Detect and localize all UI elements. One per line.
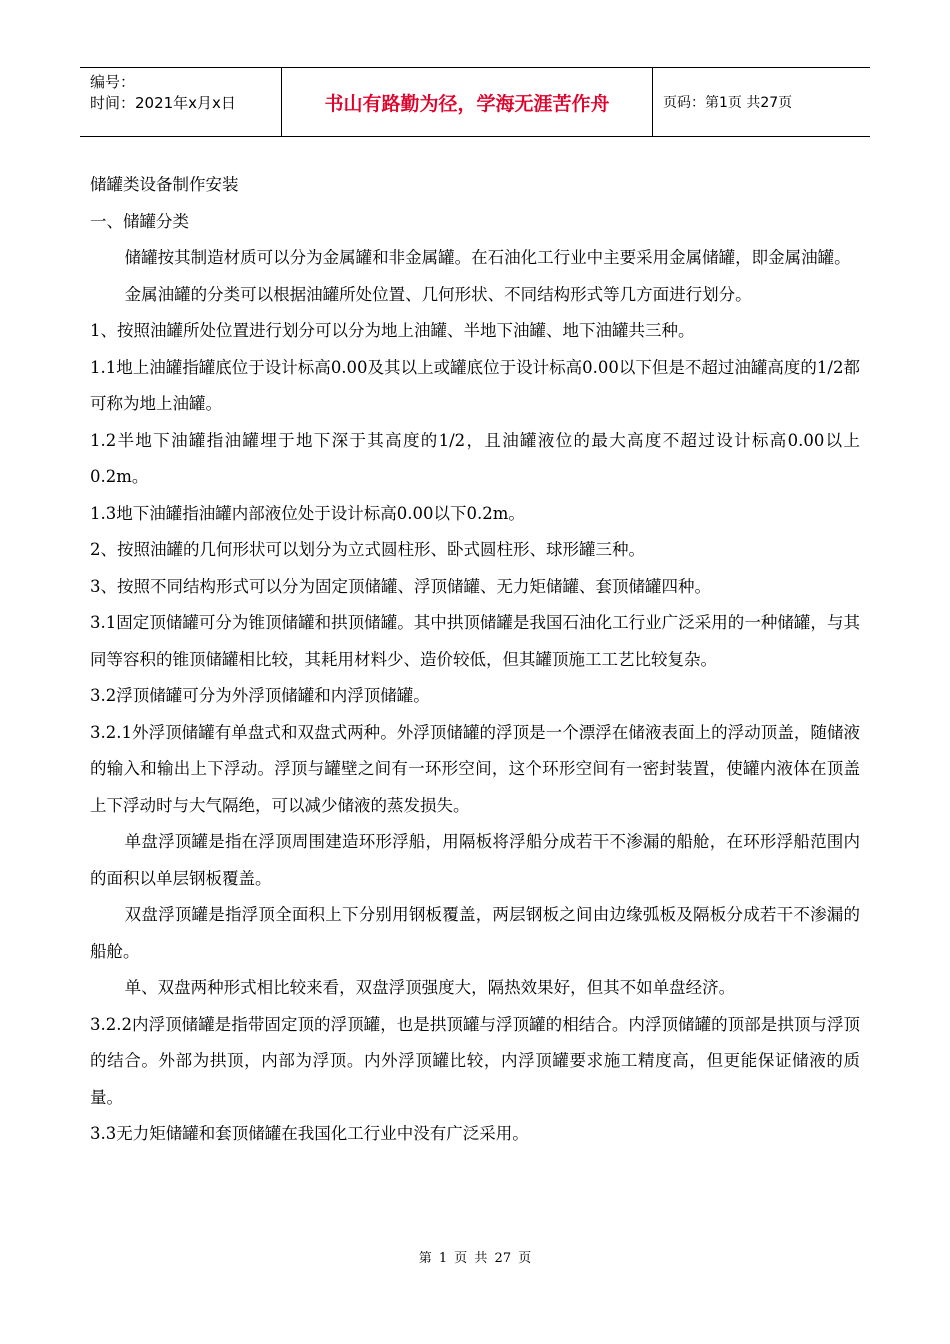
header-meta bbox=[80, 68, 281, 136]
body-paragraph: 储罐按其制造材质可以分为金属罐和非金属罐。在石油化工行业中主要采用金属储罐，即金属油罐。 bbox=[124, 248, 851, 267]
body-paragraph: 1.1地上油罐指罐底位于设计标高0.00及其以上或罐底位于设计标高0.00以下但是不超过油罐高度的1/2都可称为地上油罐。 bbox=[90, 357, 860, 413]
body-paragraph: 双盘浮顶罐是指浮顶全面积上下分别用钢板覆盖，两层钢板之间由边缘弧板及隔板分成若干不渗漏的船舱。 bbox=[90, 905, 860, 961]
page-header bbox=[80, 67, 870, 137]
page-footer: 第 1 页 共 27 页 bbox=[418, 1251, 532, 1266]
body-paragraph: 3.3无力矩储罐和套顶储罐在我国化工行业中没有广泛采用。 bbox=[90, 1124, 529, 1143]
body-paragraph: 1、按照油罐所处位置进行划分可以分为地上油罐、半地下油罐、地下油罐共三种。 bbox=[90, 321, 695, 340]
header-motto: 书山有路勤为径，学海无涯苦作舟 bbox=[281, 68, 653, 136]
body-paragraph: 3.2.1外浮顶储罐有单盘式和双盘式两种。外浮顶储罐的浮顶是一个漂浮在储液表面上的浮动顶盖，随储液的输入和输出上下浮动。浮顶与罐壁之间有一环形空间，这个环形空间有一密封装置，使罐内液体在顶盖上下浮动时与大气隔绝，可以减少储液的蒸发损失。 bbox=[90, 722, 860, 815]
body-paragraph: 3.1固定顶储罐可分为锥顶储罐和拱顶储罐。其中拱顶储罐是我国石油化工行业广泛采用的一种储罐，与其同等容积的锥顶储罐相比较，其耗用材料少、造价较低，但其罐顶施工工艺比较复杂。 bbox=[90, 613, 860, 669]
document-date-label: 时间：2021年x月x日 bbox=[90, 94, 236, 112]
body-paragraph: 3.2.2内浮顶储罐是指带固定顶的浮顶罐，也是拱顶罐与浮顶罐的相结合。内浮顶储罐的顶部是拱顶与浮顶的结合。外部为拱顶，内部为浮顶。内外浮顶罐比较，内浮顶罐要求施工精度高，但更能保证储液的质量。 bbox=[90, 1014, 860, 1107]
body-paragraph: 3.2浮顶储罐可分为外浮顶储罐和内浮顶储罐。 bbox=[90, 686, 430, 705]
body-paragraph: 单盘浮顶罐是指在浮顶周围建造环形浮船，用隔板将浮船分成若干不渗漏的船舱，在环形浮船范围内的面积以单层钢板覆盖。 bbox=[90, 832, 860, 888]
body-paragraph: 3、按照不同结构形式可以分为固定顶储罐、浮顶储罐、无力矩储罐、套顶储罐四种。 bbox=[90, 576, 711, 596]
document-number-label: 编号： bbox=[90, 73, 136, 91]
body-paragraph: 2、按照油罐的几何形状可以划分为立式圆柱形、卧式圆柱形、球形罐三种。 bbox=[90, 540, 645, 559]
body-paragraph: 单、双盘两种形式相比较来看，双盘浮顶强度大，隔热效果好，但其不如单盘经济。 bbox=[124, 978, 736, 997]
body-paragraph: 金属油罐的分类可以根据油罐所处位置、几何形状、不同结构形式等几方面进行划分。 bbox=[124, 284, 752, 304]
header-page-info: 页码：第1页 共27页 bbox=[663, 95, 793, 111]
body-paragraph: 1.2半地下油罐指油罐埋于地下深于其高度的1/2，且油罐液位的最大高度不超过设计标高0.00以上0.2m。 bbox=[90, 430, 860, 486]
body-paragraph: 一、储罐分类 bbox=[90, 211, 189, 231]
body-paragraph: 储罐类设备制作安装 bbox=[90, 175, 239, 194]
body-paragraph: 1.3地下油罐指油罐内部液位处于设计标高0.00以下0.2m。 bbox=[90, 503, 525, 523]
document-body bbox=[90, 167, 860, 1153]
